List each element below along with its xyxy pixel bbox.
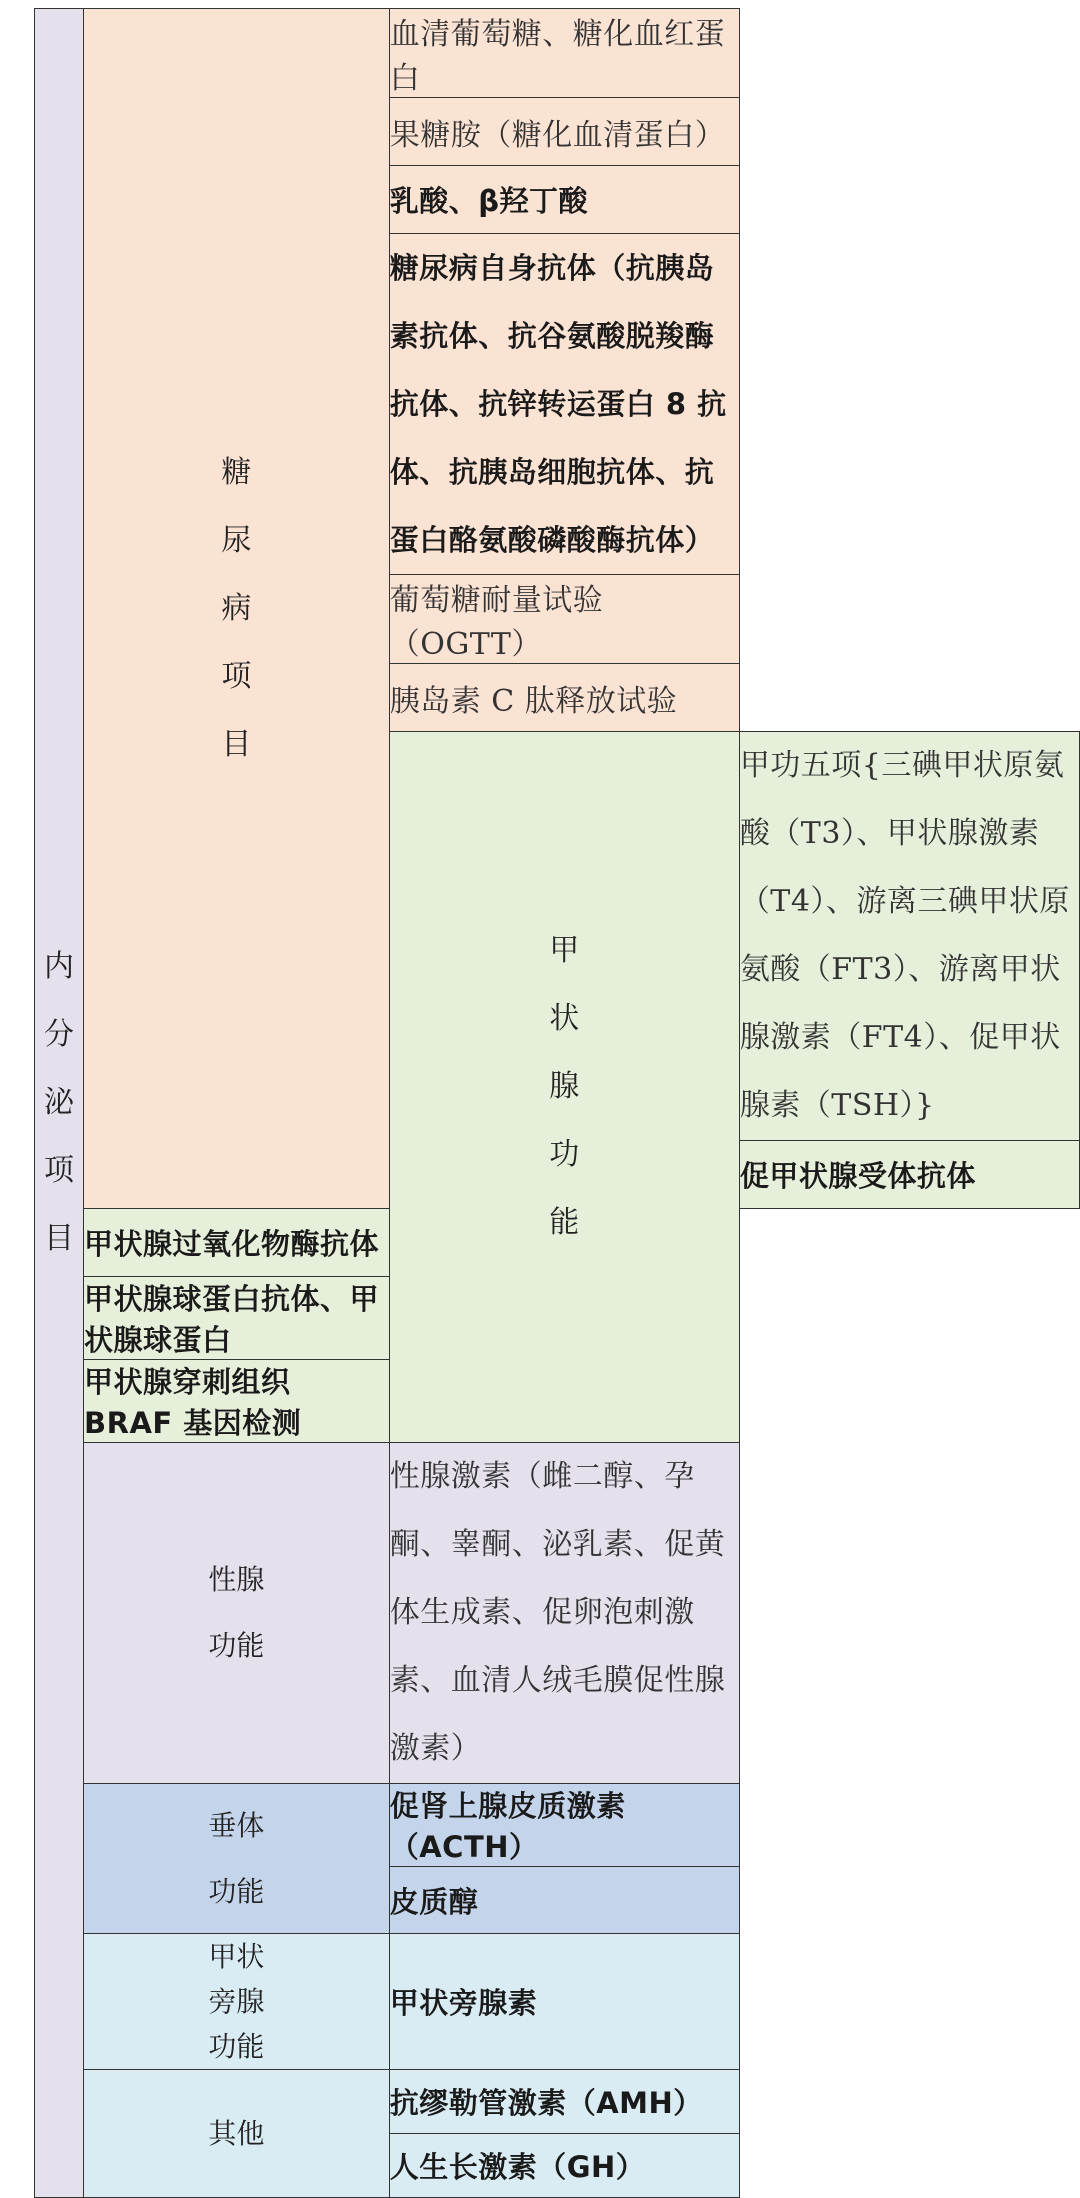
diabetes-item-3: 乳酸、β羟丁酸 <box>389 166 739 234</box>
thyroid-group-label: 甲 状 腺 功 能 <box>549 933 580 1240</box>
thyroid-item-5: 甲状腺穿刺组织 BRAF 基因检测 <box>84 1360 390 1443</box>
pituitary-item-1: 促肾上腺皮质激素（ACTH） <box>389 1784 739 1867</box>
diabetes-group-cell <box>84 9 390 1209</box>
endocrine-items-table <box>34 8 1080 2198</box>
gonad-group-label: 性腺 功能 <box>208 1563 265 1662</box>
pituitary-item-2: 皮质醇 <box>389 1867 739 1934</box>
other-item-1: 抗缪勒管激素（AMH） <box>389 2070 739 2134</box>
thyroid-item-4: 甲状腺球蛋白抗体、甲状腺球蛋白 <box>84 1277 390 1360</box>
parathyroid-group-label: 甲状 旁腺 功能 <box>208 1940 265 2063</box>
diabetes-item-6: 胰岛素 C 肽释放试验 <box>389 664 739 732</box>
diabetes-item-2: 果糖胺（糖化血清蛋白） <box>389 98 739 166</box>
thyroid-item-3: 甲状腺过氧化物酶抗体 <box>84 1209 390 1277</box>
other-group-cell <box>84 2070 390 2198</box>
gonad-item-1: 性腺激素（雌二醇、孕酮、睾酮、泌乳素、促黄体生成素、促卵泡刺激素、血清人绒毛膜促性腺激素） <box>389 1443 739 1784</box>
pituitary-group-label: 垂体 功能 <box>208 1808 265 1908</box>
pituitary-group-cell <box>84 1784 390 1934</box>
main-category-cell <box>35 9 84 2198</box>
diabetes-item-1: 血清葡萄糖、糖化血红蛋白 <box>389 9 739 98</box>
diabetes-item-4: 糖尿病自身抗体（抗胰岛素抗体、抗谷氨酸脱羧酶抗体、抗锌转运蛋白 8 抗体、抗胰岛细胞抗体、抗蛋白酪氨酸磷酸酶抗体） <box>389 234 739 575</box>
main-category-label: 内 分 泌 项 目 <box>44 949 74 1256</box>
diabetes-item-5: 葡萄糖耐量试验（OGTT） <box>389 575 739 664</box>
thyroid-item-1: 甲功五项{三碘甲状原氨酸（T3）、甲状腺激素（T4）、游离三碘甲状原氨酸（FT3）、游离甲状腺激素（FT4）、促甲状腺素（TSH）} <box>739 732 1079 1141</box>
other-group-label: 其他 <box>208 2116 265 2150</box>
gonad-group-cell <box>84 1443 390 1784</box>
parathyroid-group-cell <box>84 1934 390 2070</box>
thyroid-item-2: 促甲状腺受体抗体 <box>739 1141 1079 1209</box>
parathyroid-item-1: 甲状旁腺素 <box>389 1934 739 2070</box>
diabetes-group-label: 糖 尿 病 项 目 <box>221 454 252 762</box>
thyroid-group-cell <box>389 732 739 1443</box>
other-item-2: 人生长激素（GH） <box>389 2134 739 2198</box>
